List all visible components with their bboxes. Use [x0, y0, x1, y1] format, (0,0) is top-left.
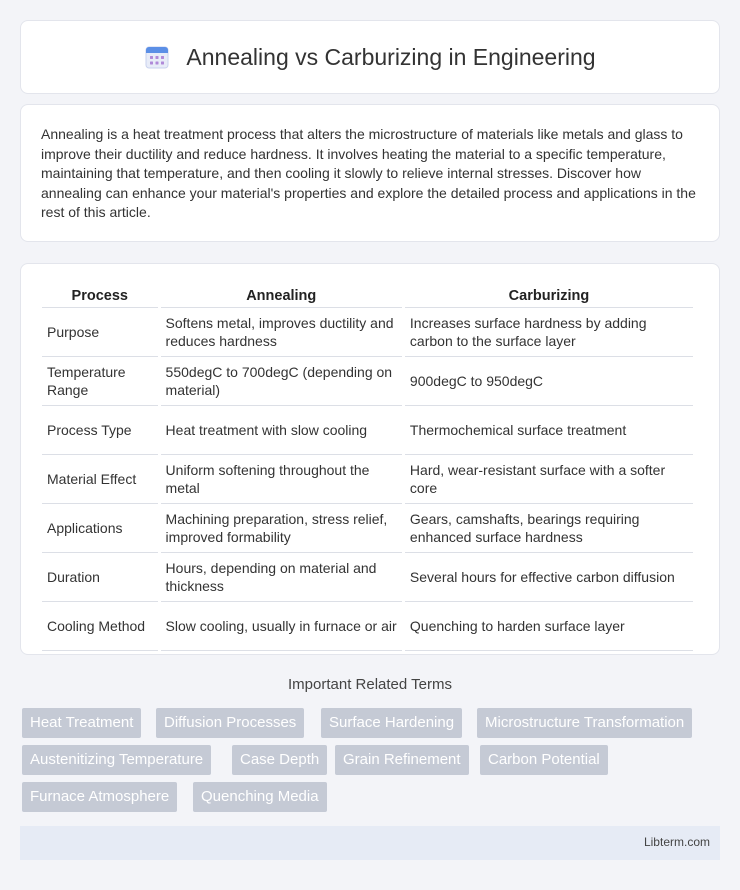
term-tag-microstructure-transformation[interactable]: Microstructure Transformation: [477, 708, 692, 738]
annealing-cell: Machining preparation, stress relief, improved formability: [161, 504, 402, 553]
table-row: [42, 406, 693, 455]
table-header-row: [42, 284, 693, 308]
term-tag-carbon-potential[interactable]: Carbon Potential: [480, 745, 608, 775]
carburizing-cell: Thermochemical surface treatment: [405, 406, 693, 455]
annealing-cell: Slow cooling, usually in furnace or air: [161, 602, 402, 651]
row-label: Process Type: [42, 406, 158, 455]
carburizing-cell: Increases surface hardness by adding carbon to the surface layer: [405, 308, 693, 357]
table-row: [42, 308, 693, 357]
term-tag-austenitizing-temperature[interactable]: Austenitizing Temperature: [22, 745, 211, 775]
intro-text: Annealing is a heat treatment process that alters the microstructure of materials like metals and glass to improve their ductility and reduce hardness. It involves heating the material to a specific temperature, maintaining that temperature, and then cooling it slowly to relieve internal stresses. Discover how annealing can enhance your material's properties and explore the detailed process and applications in the rest of this article.: [41, 126, 696, 220]
annealing-cell: Softens metal, improves ductility and reduces hardness: [161, 308, 402, 357]
table-row: [42, 602, 693, 651]
comparison-table: [39, 284, 696, 651]
carburizing-cell: Several hours for effective carbon diffusion: [405, 553, 693, 602]
table-row: [42, 455, 693, 504]
footer-site-link[interactable]: Libterm.com: [643, 835, 710, 849]
term-tag-case-depth[interactable]: Case Depth: [232, 745, 327, 775]
term-tag-quenching-media[interactable]: Quenching Media: [193, 782, 327, 812]
carburizing-cell: Hard, wear-resistant surface with a softer core: [405, 455, 693, 504]
column-header: Annealing: [161, 284, 402, 308]
column-header: Process: [42, 284, 158, 308]
table-row: [42, 357, 693, 406]
carburizing-cell: 900degC to 950degC: [405, 357, 693, 406]
row-label: Duration: [42, 553, 158, 602]
term-tag-surface-hardening[interactable]: Surface Hardening: [321, 708, 462, 738]
related-terms-title: Important Related Terms: [288, 676, 452, 693]
carburizing-cell: Gears, camshafts, bearings requiring enhanced surface hardness: [405, 504, 693, 553]
intro-card: [20, 104, 720, 242]
row-label: Material Effect: [42, 455, 158, 504]
page-title: Annealing vs Carburizing in Engineering: [186, 43, 596, 70]
table-row: [42, 553, 693, 602]
row-label: Applications: [42, 504, 158, 553]
annealing-cell: Uniform softening throughout the metal: [161, 455, 402, 504]
term-tag-furnace-atmosphere[interactable]: Furnace Atmosphere: [22, 782, 177, 812]
column-header: Carburizing: [405, 284, 693, 308]
title-card: [20, 20, 720, 94]
row-label: Cooling Method: [42, 602, 158, 651]
annealing-cell: Hours, depending on material and thickness: [161, 553, 402, 602]
row-label: Temperature Range: [42, 357, 158, 406]
annealing-cell: Heat treatment with slow cooling: [161, 406, 402, 455]
comparison-table-card: [20, 263, 720, 655]
table-row: [42, 504, 693, 553]
footer: [20, 826, 720, 860]
term-tag-heat-treatment[interactable]: Heat Treatment: [22, 708, 141, 738]
calendar-grid-icon: [144, 44, 170, 70]
term-tag-grain-refinement[interactable]: Grain Refinement: [335, 745, 469, 775]
row-label: Purpose: [42, 308, 158, 357]
annealing-cell: 550degC to 700degC (depending on material): [161, 357, 402, 406]
carburizing-cell: Quenching to harden surface layer: [405, 602, 693, 651]
term-tag-diffusion-processes[interactable]: Diffusion Processes: [156, 708, 304, 738]
